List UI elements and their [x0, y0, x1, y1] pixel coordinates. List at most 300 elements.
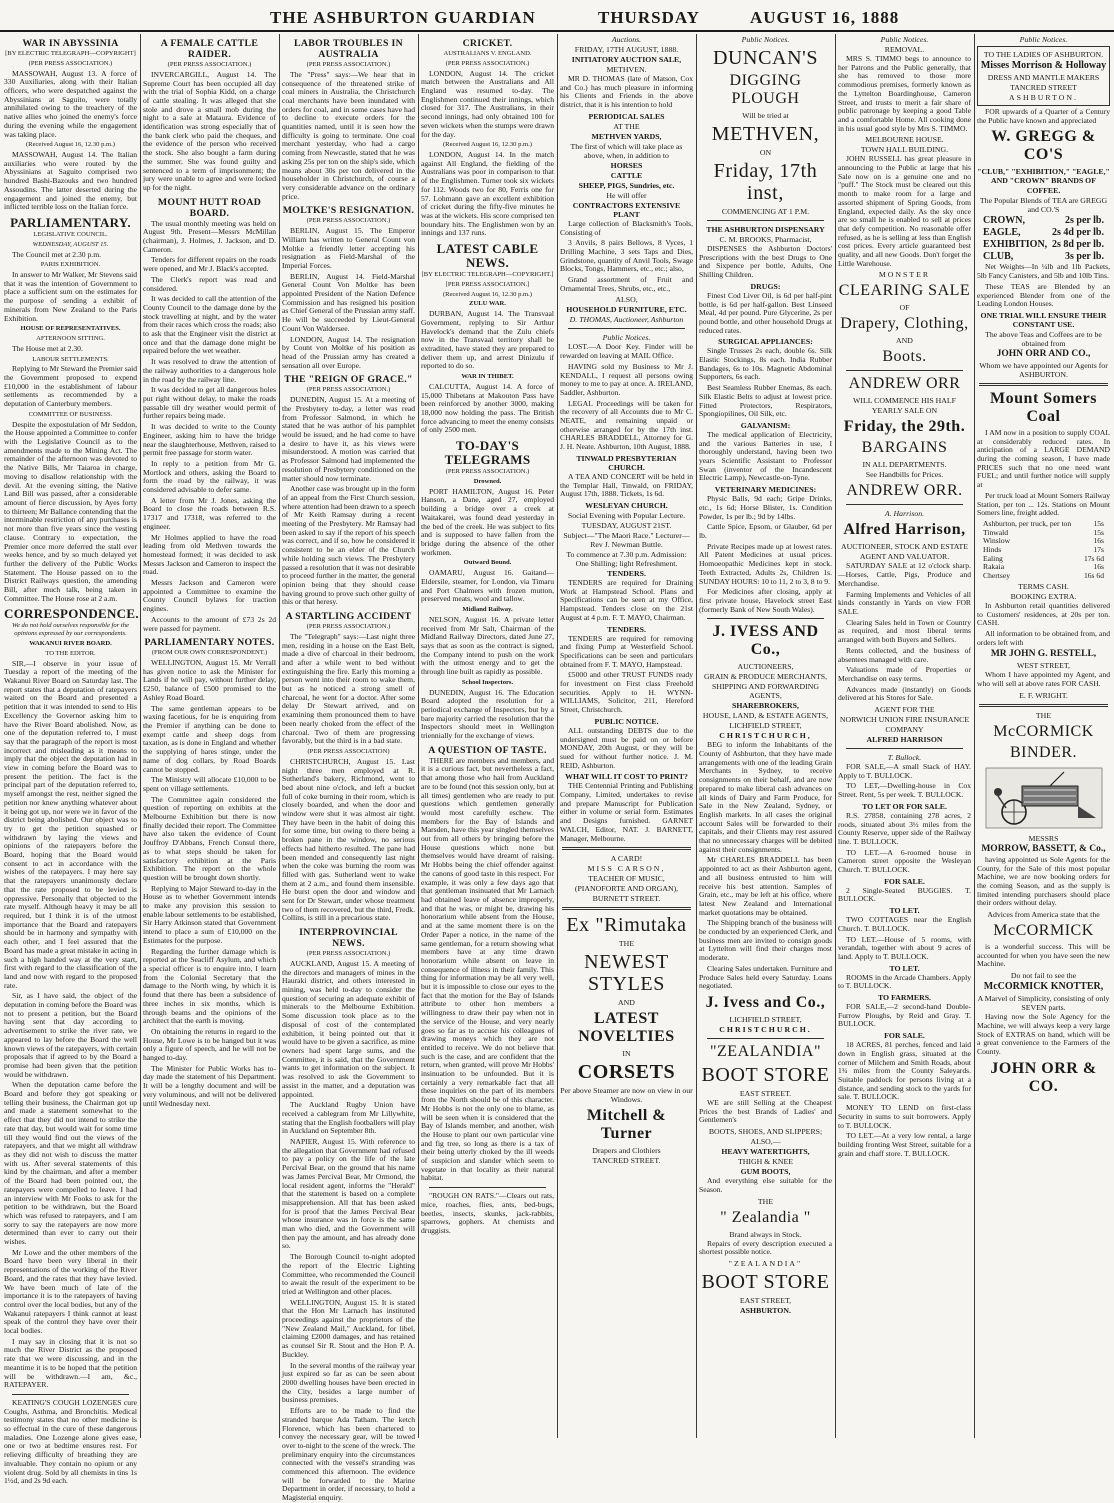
ad-line: Subject—"The Maori Race." Lecturer—Rev J. Newman Buttle. — [563, 530, 690, 549]
ad-line: WEST STREET, — [1017, 661, 1070, 671]
ad-display-text: W. GREGG & CO'S — [991, 128, 1096, 164]
ad-heading: A CARD! — [610, 854, 643, 864]
article-paragraph: On obtaining the returns in regard to the House, Mr Lowe is to be hanged but it was only a figure of speech, and he will not be hanged to-day. — [143, 1026, 276, 1063]
ad-display-text: J. IVESS AND Co., — [712, 623, 819, 659]
ad-paragraph: BEG to inform the Inhabitants of the County of Ashburton, that they have made arrangements with one of the leading Grain Merchants in Sydney, to receive consignments on their behalf, and are now prepared to make liberal cash advances on all kinds of Dairy and Farm Produce, for Sale in the New Zealand, Sydney, or English markets. In all cases the original account Sales will be forwarded to their capitals, and their Clients may rest assured that no unnecessary charges will be debited against their consignments. — [699, 740, 832, 854]
ad-line: HOUSEHOLD FURNITURE, ETC. — [566, 305, 687, 315]
ad-paragraph: Whom I have appointed my Agent, and who will sell at above rates FOR CASH. — [977, 670, 1110, 689]
article-paragraph: Efforts are to be made to find the stranded barque Ada Tatham. The ketch Florence, which has been chartered to convey the necessary gear, will be towed over to-night to the scene of the wreck. The preliminary enquiry into the circumstances connected with the vessel's stranding was commenced this afternoon. The evidence will be forwarded to the Marine Department in order, if necessary, to hold a Magisterial enquiry. — [282, 1406, 415, 1503]
ad-line: ALSO,— — [750, 1137, 781, 1147]
ad-line: GALVANISM: — [740, 420, 791, 430]
ad-line: SURGICAL APPLIANCES: — [718, 337, 813, 347]
subhead: AUSTRALIANS V. ENGLAND. — [443, 50, 532, 57]
ad-display-text: Boots. — [882, 348, 927, 366]
ad-line: AND — [618, 998, 635, 1008]
ad-paragraph: 3 Anvils, 8 pairs Bellows, 8 Vyces, 1 Drilling Machine, 3 sets Taps and Dies, Grindstone, quantity of Anvil Tools, Swage Blocks, Tongs, Hammers, etc., etc.; also, — [560, 238, 693, 274]
ad-display-text: NEWEST STYLES — [584, 951, 669, 996]
ad-line: Do not fail to see the — [1010, 971, 1077, 981]
ad-paragraph: Rents collected, and the business of absentees managed with care. — [838, 645, 971, 664]
article-paragraph: MASSOWAH, August 13. A force of 330 Auxiliaries, along with their Italian officers, who were despatched against the Abyssinians at Saguito, were totally annihilated owing to the treachery of the native allies who joined the enemy's force during the evening while the engagement was taking place. — [4, 68, 137, 139]
coal-price-row-label: Winslow — [983, 536, 1011, 546]
ad-display-text: BOOT STORE — [701, 1064, 830, 1086]
ad-display-text: Mitchell & Turner — [586, 1107, 667, 1143]
ad-line: AT THE — [613, 121, 640, 131]
ad-line: ALFRED HARRISON — [866, 735, 943, 745]
subhead: WAR IN THIBET. — [461, 373, 514, 381]
ad-line: TOWN HALL BUILDING. — [860, 145, 949, 155]
column-6 — [699, 34, 832, 1438]
article-paragraph: NELSON, August 16. A private letter received from Mr Salt, Chairman of the Midland Railway Directors, dated June 27, says that as soon as the contract is signed, the Company intend to push on the work with the utmost energy and to get the through line built as rapidly as possible. — [421, 614, 554, 677]
ad-line: AND — [896, 336, 913, 346]
ad-paragraph: Having now the Sole Agency for the Machine, we will always keep a very large Stock of EXTRAS on hand, which will be a great convenience to the Farmers of the County. — [977, 1012, 1110, 1056]
ad-line: FOR SALE. — [884, 1031, 925, 1041]
article-paragraph: DURBAN, August 14. The Transvaal Government, replying to Sir Arthur Havelock's demand that the Zulu chiefs now in the Transvaal territory shall be extradited, have stated they are prepared to deliver them up, and arrest Dinizulu if reported to do so. — [421, 309, 554, 371]
article-paragraph: MASSOWAH, August 14. The Italian auxiliaries who were routed by the Abyssinians at Saguito comprised two hundred Bashi-Bazouks and two hundred Assoudins. The latter deserted during the engagement and joined the enemy, but inflicted terrible loss on the Italian force. — [4, 150, 137, 212]
ad-paragraph: Single Trusses 2s each, double 6s. Silk Elastic Stockings, 8s each. India Rubber Bandages, 6s to 10s. Magnetic Abdominal Supporters, 6s each. — [699, 346, 832, 382]
ad-paragraph: MR D. THOMAS (late of Matson, Cox and Co.) has much pleasure in informing his Clients and Friends in the above district, that it is his intention to hold — [560, 74, 693, 110]
ad-line: ALSO, — [615, 295, 638, 305]
ad-line: To commence at 7.30 p.m. Admission: One Shilling; light Refreshment. — [566, 549, 687, 568]
ad-heading: WHAT WILL IT COST TO PRINT? — [565, 772, 688, 782]
ad-display-text: CORSETS — [577, 1061, 676, 1084]
article-paragraph: The Ministry will allocate £10,000 to be spent on village settlements. — [143, 775, 276, 793]
coal-price-row-price: 15s — [1093, 527, 1104, 537]
divider — [568, 328, 685, 329]
ad-line: CHRISTCHURCH. — [719, 1025, 812, 1034]
ad-paragraph: Valuations made of Properties or Merchandise on easy terms. — [838, 665, 971, 683]
article-paragraph: Another case was brought up in the form of an appeal from the First Church session, where attention had been drawn to a speech of Mr Keith Ramsay during a recent meeting of the Presbytery. Mr Ramsay had been asked to say if the report of his speech was correct, and if so, how he considered it consistent to be an elder of the Church while holding such views. The Presbytery passed a resolution that it was not desirable to proceed further in the matter, the general opinion being that they should cease having ground to prove such other guilty of this or that heresy. — [282, 484, 415, 607]
ad-line: CONTRACTORS EXTENSIVE PLANT — [572, 200, 681, 219]
ad-paragraph: The Shipping branch of the business will be conducted by an experienced Clerk, and business men are invited to consign goods at Lyttelton will find their charges most moderate. — [699, 918, 832, 963]
article-paragraph: BERLIN, August 14. Field-Marshal General Count Von Moltke has been appointed President of the Nation Defence Commission and has resigned his position as Chief General of the Prussian army staff. He will be succeeded by Lieut-General Count Von Waldersee. — [282, 271, 415, 333]
ad-display-text: Friday, 17th inst, — [713, 160, 818, 204]
coal-price-row-label: Tinwald — [983, 527, 1009, 537]
divider — [979, 383, 1108, 386]
subhead: (PER PRESS ASSOCIATION.) — [445, 468, 530, 476]
article-paragraph: LONDON, August 14. The resignation by Count von Moltke of his position as head of the Prussian army has created a sensation all over Europe. — [282, 334, 415, 370]
ad-paragraph: THE Centennial Printing and Publishing Company, Limited, undertakes to revise and prepare Manuscript for Publication either in volume or serial form. Estimates and Designs furnished. GARNET WALCH, Editor, NAT. J. BARNETT, Manager, Melbourne. — [560, 781, 693, 843]
ad-line: METHVEN. — [606, 65, 647, 74]
article-paragraph: The usual monthly meeting was held on August 9th. Present—Messrs McMillan (chairman), J. Holmes, J. Jackson, and D. Cameron. — [143, 218, 276, 254]
ad-paragraph: I AM now in a position to supply COAL at considerably reduced rates. In anticipation of a LARGE DEMAND during the coming season, I have made PRICES such that no one need want FUEL; and until further notice will supply at — [977, 427, 1110, 490]
ad-paragraph: FOR upwards of a Quarter of a Century the Public have known and appreciated — [977, 107, 1110, 125]
ad-line: HOUSE, LAND, & ESTATE AGENTS, — [702, 711, 829, 721]
ad-line: IN — [622, 1049, 631, 1059]
article-paragraph: THERE are members and members, and it is a curious fact, but nevertheless a fact, that among those who hail from Auckland are to be found (not this session only, but at all times) gentlemen who are ready to put questions which gentlemen generally would most carefully eschew. The members for the Bay of Islands and Marsden, have this year singled themselves out from all others by bringing before the House questions which none but themselves would have dreamt of raising. Mr Hobbs being the chief offender against the canons of good taste in this respect. For example, it was only a few days ago that that gentleman insinuated that Mr Larnach had obtained leave of absence improperly, and that he was, or might be, drawing his honorarium while absent from the House, and at the same moment there is on the Order Paper a notice, in the name of the same gentleman, for a return showing what members have at any time drawn honorarium while absent on leave in consequence of illness in their family. This thing for information may be all very well, but it is impossible to close our eyes to the fact that the motion for the Bay of Islands attribute to other hon members a willingness to draw their pay when not in the service of the House, and very nearly goes so far as to accuse his colleagues of drawing moneys which they are not entitled to receive. We do not believe that such is the case, and are confident that the return, when granted, will prove Mr Hobbs' insinuation to be unfounded. But it is certainly a very remarkable fact that all these inquiries on the part of its members from the North should be of this character. Mr Hobbs is not the only one to blame, as will be seen when it is considered that the Bay of Islands member, and another, wish the House to plant our own particular vine and fig tree, so long as there is a tax of their being utterly choked by the ill weeds of suspicion and slander which seem to vegetate in that locality as their natural habitat. — [421, 755, 554, 1183]
ad-line: GUM BOOTS, — [740, 1167, 791, 1177]
ad-display-text: JOHN ORR & CO. — [990, 1059, 1097, 1095]
ad-line: YEARLY SALE ON — [871, 406, 938, 416]
subhead: WAKANUI RIVER BOARD. — [29, 640, 112, 648]
ad-paragraph: TENDERS are required for removing and fixing Pump at Westerfield School. Specifications can be seen and particulars obtained from F. T. MAYO, Hampstead. — [560, 633, 693, 669]
ad-paragraph: Per truck load at Mount Somers Railway Station, per ton ... 12s. Stations on Mount Somers line, freight added. — [977, 490, 1110, 518]
advertisement: "ROUGH ON RATS."—Clears out rats, mice, roaches, flies, ants, bed-bugs, beetles, insects, skunks, jack-rabbits, sparrows, gophers. At chemists and druggists. — [421, 1191, 554, 1235]
ad-display-text: LATEST NOVELTIES — [578, 1010, 675, 1046]
headline: LABOR TROUBLES IN AUSTRALIA — [294, 38, 403, 60]
coal-price-row-label: Hinds — [983, 545, 1002, 555]
article-paragraph: BERLIN, August 15. The Emperor William has written to General Count von Moltke a friendly letter accepting his resignation as Field-Marshal of the Imperial Forces. — [282, 226, 415, 270]
article-paragraph: The Clerk's report was read and considered. — [143, 274, 276, 293]
subhead: WEDNESDAY, AUGUST 15. — [32, 240, 109, 248]
ad-paragraph: TO LET,—Dwelling-house in Cox Street. Rent, 5s per week. T. BULLOCK. — [838, 781, 971, 800]
ad-line: EAST STREET. — [739, 1089, 792, 1098]
ad-line: "CLUB," "EXHIBITION," "EAGLE," AND "CROWN" BRANDS OF — [977, 167, 1110, 186]
ad-line: See Handbills for Prices. — [865, 470, 944, 480]
ad-line: AUCTIONEERS, — [737, 662, 794, 672]
ad-heading: WESLEYAN CHURCH. — [585, 500, 668, 510]
headline: MOLTKE'S RESIGNATION. — [282, 205, 415, 217]
ad-display-text: JOHN ORR AND CO., — [996, 348, 1091, 359]
ad-line: LICHFIELD STREET, — [729, 721, 802, 731]
article-paragraph: It was resolved to draw the attention of the railway authorities to a dangerous hole in the road by the railway line. — [143, 357, 276, 384]
article-paragraph: The House met at 2.30. — [12, 343, 83, 353]
ad-line: (PIANOFORTE AND ORGAN), — [574, 884, 679, 894]
headline: WAR IN ABYSSINIA — [22, 38, 119, 49]
ad-line: Whom we have appointed our Agents for ASHBURTON. — [979, 360, 1108, 379]
ad-paragraph: 18 ACRES, 81 perches, fenced and laid down in English grass, situated at the corner of Milchem and Smith Roads, about 1¾ miles from the County Saleyards. Suitable paddock for persons living at a distance, and sending stock to the yards for sale. T. BULLOCK. — [838, 1040, 971, 1102]
ad-line: TANCRED STREET. — [592, 1156, 661, 1166]
ad-display-text: METHVEN, — [711, 123, 820, 145]
divider — [707, 1038, 824, 1039]
ad-line: TO LET. — [889, 906, 920, 916]
section-heading: Public Notices. — [880, 35, 929, 44]
tea-price-row-price: 2s 8d per lb. — [1051, 239, 1104, 251]
ad-paragraph: MONEY TO LEND on first-class Security in sums to suit borrowers. Apply to T. BULLOCK. — [838, 1103, 971, 1130]
column-rule — [140, 34, 141, 1438]
ad-line: TANCRED STREET — [1010, 83, 1077, 92]
ad-paragraph: Advances made (instantly) on Goods delivered at his Stores for Sale. — [838, 684, 971, 703]
ad-paragraph: Best Seamless Rubber Enemas, 8s each. Silk Elastic Belts to adjust at lowest price. Fitted Protectors, Respirators, Spongiopilines, Oil Silk, etc. — [699, 383, 832, 419]
ad-paragraph: And everything else suitable for the Season. — [699, 1176, 832, 1194]
masthead — [0, 0, 1114, 32]
ad-line: CHRISTCHURCH, — [719, 731, 812, 741]
ad-display-text: Ex "Rimutaka — [566, 914, 687, 937]
ad-paragraph: Repairs of every description executed a shortest possible notice. — [699, 1238, 832, 1257]
tea-price-row-price: 3s per lb. — [1065, 251, 1104, 263]
article-paragraph: The Committee again considered the question of reporting on exhibits at the Melbourne Exhibition but there is now finally decided their report. The Committee have also taken the evidence of Count Jouffroy D'Abbans, French Consul there, as to what steps should be taken for satisfactory exhibition at the Paris Exhibition. The report on the whole question will be brought down shortly. — [143, 794, 276, 882]
ad-line: GRAIN & PRODUCE MERCHANTS, — [703, 672, 828, 682]
ad-paragraph: Physic Balls, 9d each; Gripe Drinks, etc., 1s 6d; Horse Blister, 1s. Condition Powder, 1s per lb.; 9d by 14lbs. — [699, 494, 832, 521]
ad-paragraph: ALL outstanding DEBTS due to the undersigned must be paid on or before MONDAY, 20th August, or they will be sued for without further notice. J. M. REID, Ashburton. — [560, 725, 693, 770]
masthead-day: THURSDAY — [598, 8, 700, 27]
ad-line: ONE TRIAL WILL ENSURE THEIR CONSTANT USE. — [980, 310, 1107, 329]
ad-line: METHVEN YARDS, — [591, 131, 662, 141]
coal-price-row-label: Rakaia — [983, 562, 1005, 572]
divider — [846, 504, 963, 505]
ad-display-text: McCORMICK KNOTTER, — [983, 981, 1104, 993]
headline: LATEST CABLE NEWS. — [436, 241, 539, 271]
headline: INTERPROVINCIAL NEWS. — [299, 927, 398, 950]
ad-display-text: BARGAINS — [861, 439, 948, 457]
ad-line: THE — [1035, 710, 1052, 720]
coal-price-row — [977, 572, 1110, 581]
article-paragraph: Mr Lowe and the other members of the Board have been very liberal in their representations of the working of the River Board, and the rates that they have levied. We have been much of late of the importance it is to the ratepayers of having control over the local bodies, but any of the Wakanui ratepayers I think cannot at least speak of the control they have over their local bodies. — [4, 1247, 137, 1336]
tea-price-row-label: CLUB, — [983, 251, 1014, 263]
ad-line: COMMENCING AT 1 P.M. — [721, 207, 810, 216]
subhead: AFTERNOON SITTING. — [36, 335, 105, 343]
column-7 — [838, 34, 971, 1438]
advertisement: KEATING'S COUGH LOZENGES cure Coughs, Asthma, and Bronchitis. Medical testimony states that no other medicine is so effectual in the cure of these dangerous maladies. One Lozenge alone gives ease, one or two at bedtime ensures rest. For relieving difficulty of breathing they are invaluable. They contain no opium or any violent drug. Sold by all chemists in tins 1s 1½d, and 2s 9d each. — [4, 1397, 137, 1486]
ad-line: MONSTER — [878, 270, 931, 280]
ad-line: Will be tried at — [742, 111, 789, 120]
ad-paragraph: Farming Implements and Vehicles of all kinds constantly in Yards on view FOR SALE. — [838, 589, 971, 616]
article-paragraph: The Borough Council to-night adopted the report of the Electric Lighting Committee, who recommended the Council to await the result of the experiment to be tried at Wellington and other places. — [282, 1252, 415, 1296]
article-paragraph: DUNEDIN, August 16. The Education Board adopted the resolution for a periodical exchange of Inspectors, but by a bare majority carried the resolution that the Inspectors should meet in Wellington triennially for the exchange of views. — [421, 687, 554, 741]
ad-line: TUESDAY, AUGUST 21ST. — [581, 520, 672, 530]
divider — [429, 1187, 546, 1188]
ad-heading: PUBLIC NOTICE. — [594, 716, 659, 726]
ad-line: HEAVY WATERTIGHTS, — [721, 1147, 810, 1157]
column-4 — [421, 34, 554, 1438]
ad-display-text: Alfred Harrison, — [843, 521, 966, 539]
article-paragraph: The Council met at 2.30 p.m. — [12, 249, 102, 259]
divider — [846, 370, 963, 371]
divider — [707, 220, 824, 221]
ad-line: T. Bullock. — [887, 753, 922, 763]
ad-line: DRESS AND MANTLE MAKERS — [987, 73, 1100, 82]
ad-display-text: ANDREW ORR — [848, 375, 961, 393]
ad-line: AGENT FOR THE — [874, 705, 935, 715]
subhead: (Received August 16, 12.30 p.m.) — [25, 141, 115, 149]
ad-line: BURNETT STREET. — [592, 894, 661, 904]
column-3 — [282, 34, 415, 1503]
headline: CRICKET. — [462, 38, 513, 49]
ad-display-text: J. Ivess and Co., — [705, 994, 826, 1011]
ad-box — [977, 46, 1110, 106]
masthead-title: THE ASHBURTON GUARDIAN — [270, 8, 536, 27]
ad-paragraph: 2 Single-Seated BUGGIES. T. BULLOCK. — [838, 885, 971, 904]
article-paragraph: The same gentleman appears to be waxing facetious, for he is enquiring from the Premier if anything can be done to exempt cattle and sheep dogs from taxation, as is done in England and whether the supplying of hares stinge, under the name of dog collars, by Road Boards cannot be stopped. — [143, 703, 276, 774]
ad-line: IN ALL DEPARTMENTS. — [862, 460, 947, 470]
subhead: Drowned. — [473, 477, 502, 485]
ad-paragraph: In Ashburton retail quantities delivered to Customers' residences, at 20s per ton. CASH. — [977, 600, 1110, 628]
ad-signature: D. THOMAS, Auctioneer, Ashburton — [569, 315, 684, 325]
ad-display-text: BINDER. — [1009, 743, 1078, 761]
ad-line: INITIATORY AUCTION SALE, — [571, 55, 682, 64]
ad-display-text: MR JOHN G. RESTELL, — [990, 649, 1097, 660]
divider — [562, 907, 691, 910]
article-paragraph: The "Telegraph" says:—Last night three men, residing in a house on the East Belt, made a dive of charcoal in their bedroom, and after a while went to bed without extinguishing the fire. Early this morning a person went into their room to wake them, but as he noticed a strong smell of charcoal, he went for a doctor. After some delay Dr Stewart arrived, and on examining them pronounced them to have been nearly choked from the effect of the charcoal. Two of them are progressing favorably, but the third is in a bad state. — [282, 631, 415, 746]
article-paragraph: In the several months of the railway year just expired so far as can be seen about 2000 dwelling houses have been erected in the City, besides a large number of business premises. — [282, 1360, 415, 1405]
ad-paragraph: These TEAS are Blended by an experienced Blender from one of the Leading London Houses. — [977, 281, 1110, 309]
section-heading: Public Notices. — [602, 333, 651, 343]
ad-line: The above Teas and Coffees are to be obtained from — [985, 329, 1102, 348]
ad-signature: E. F. WRIGHT. — [1019, 690, 1068, 700]
ad-line: A. Harrison. — [884, 509, 925, 519]
ad-display-text: McCORMICK — [993, 922, 1094, 940]
ad-paragraph: All information to be obtained from, and orders left with — [977, 628, 1110, 647]
ad-paragraph: DISPENSES the Ashburton Doctors' Prescriptions with the best Drugs to One and Sixpence per bottle, Adults, One Shilling Children. — [699, 244, 832, 280]
ad-line: ASHBURTON. — [1009, 93, 1078, 102]
ad-line: EAST STREET, — [739, 1295, 792, 1305]
ad-line: "ZEALANDIA" — [728, 1258, 803, 1268]
tea-price-row — [977, 227, 1110, 239]
article-paragraph: It was decided to write to the County Engineer, asking him to have the bridge near the slaughterhouse, Methven, raised to permit free passage for storm water. — [143, 422, 276, 458]
tea-price-row-price: 2s per lb. — [1065, 215, 1104, 227]
divider — [12, 1394, 129, 1395]
article-paragraph: It was decided to get all dangerous holes put right without delay, to make the roads passable till dry weather would permit of further repairs being made. — [143, 385, 276, 421]
column-2 — [143, 34, 276, 1438]
article-paragraph: The "Press" says:—We hear that in consequence of the threatened strike of coal miners in Australia, the Christchurch coal merchants have been inundated with orders for coal, and in some cases have had to decline to execute orders for the quantities named, until it is seen how the difficulty is going to terminate. One coal merchant yesterday, who had a cargo coming from Newcastle, stated that he was asking 25s per ton on the ship's side, which means about 30s per ton delivered in the householder in Christchurch, of course a very considerable advance on the ordinary price. — [282, 69, 415, 201]
tea-price-row — [977, 215, 1110, 227]
ad-paragraph: TENDERS are required for Draining Work at Hampstead School. Plans and Specifications can be seen at my Office, Hampstead. Tenders close on the 21st August at 4 p.m. F. T. MAYO, Chairman. — [560, 577, 693, 622]
ad-line: MESSRS — [1028, 833, 1059, 843]
column-rule — [279, 34, 280, 1438]
ad-line: TO LET OR FOR SALE. — [862, 801, 947, 811]
ad-display-text: CLEARING SALE — [838, 282, 971, 300]
ad-paragraph: HAVING sold my Business to Mr J. KENDALL, I request all persons owing money to me to pay at once. A. IRELAND, Saddler, Ashburton. — [560, 361, 693, 397]
subhead: (PER PRESS ASSOCIATION.) — [306, 61, 391, 68]
article-paragraph: Replying to Major Steward to-day in the House as to whether Government intends to make any provision this session to enable labour settlements to be established, Sir Harry Atkinson stated that Government intend to place a sum of £10,000 on the Estimates for the purpose. — [143, 883, 276, 945]
article-paragraph: SIR,—I observe in your issue of Tuesday a report of the meeting of the Wakanui River Board on Saturday last. The report states that a deputation of ratepayers waited on the Board and presented a petition that it was intended to send to His Excellency the Governor asking him to have the River Board abolished. Now, as one of the deputation referred to, I must say that the paragraph of the report is most incorrect and misleading as it means to imply that the object the deputation had in view in coming before the Board was to present the petition. The fact is the principal part of the deputation referred to, myself amongst the rest, neither signed the petition nor knew anything whatever about it being got up, nor were we in favor of the district being abolished. Our object was to try to get the petition squashed or withdrawn by laying the views and opinions of the ratepayers before the Board, hoping that the Board would consent to act in accordance with the wishes of the ratepayers. I may here say that the ratepayers unanimously declare that the rate proposed to be levied is oppressive. Personally that objected to the rate myself. Although heavy it may be all required, but I think it is of the utmost importance that the Board and ratepayers should be in harmony and sympathy with each other, and I feel assured that the Board has made a great mistake in acting in such a high handed way at the very start, first with regard to the classification of the land and now with regard to the proposed rate. — [4, 658, 137, 990]
ad-heading: THE ASHBURTON DISPENSARY — [706, 225, 825, 234]
ad-line: MISS CARSON, — [587, 864, 666, 874]
ad-display-text: Friday, the 29th. — [843, 418, 966, 436]
ad-paragraph: Private Recipes made up at lowest rates. All Patent Medicines at usual prices. Homoeopathic Medicines kept in stock. Teeth Extracted, Adults 2s, Children 1s. SUNDAY HOURS: 10 to 11, 2 to 3, 8 to 9. — [699, 541, 832, 586]
article-paragraph: Despite the expostulation of Mr Seddon, the House appointed a Committee to confer with the Legislative Council as to the amendments made to the Mining Act. The remainder of the afternoon was devoted to the Native Bills, Mr Taiaroa in charge, moving to disallow relationship with the devil. At the evening sitting, the Native Land Bill was passed, after a considerable amount of fierce discussion, by Ayes forty to thirteen; Mr Ballance contending that the interminable restriction of any purchases is not more than five years since the vesting clause. Contrary to expectation, the Premier once more deferred the stall ever weeks hence, and by so much delayed yet further the delivery of the Public Works Statement. The House passed on to the District Railways question, the amending Bill, after much talk, being taken in Committee. The House rose at 2 a.m. — [4, 419, 137, 603]
tea-price-row-label: EAGLE, — [983, 227, 1021, 239]
subhead: (PER PRESS ASSOCIATION.) — [306, 623, 391, 631]
ad-line: TEACHER OF MUSIC, — [588, 874, 665, 884]
article-paragraph: NAPIER, August 15. With reference to the allegation that Government had refused to pay a policy on the life of the late Percival Bear, on the ground that his name was James Percival Bear, Mr Ormond, the local resident agent, informs the "Herald" that the statement is based on a complete misapprehension. All that has been asked for is proof that the James Percival Bear whose insurance was in force is the same man who died, and the Government will then pay the amount, and has already done so. — [282, 1137, 415, 1251]
ad-line: TERMS CASH. — [1018, 581, 1069, 591]
ad-paragraph: R.S. 27858, containing 278 acres, 2 roods, situated about 3½ miles from the County Reserve, upper side of the Railway line. T. BULLOCK. — [838, 810, 971, 846]
section-heading: Public Notices. — [741, 35, 790, 44]
ad-line: PERIODICAL SALES — [588, 111, 665, 121]
ad-line: A Marvel of Simplicity, consisting of only SEVEN parts. — [977, 994, 1110, 1013]
ad-line: VETERINARY MEDICINES: — [714, 485, 817, 495]
ad-display-text: " Zealandia " — [720, 1208, 811, 1226]
ad-line: BOOTS, SHOES, AND SLIPPERS; — [708, 1127, 823, 1137]
article-paragraph: OAMARU, August 16. Gaitand—Eldersile, steamer, for London, via Timaru and Port Chalmers with frozen mutton, preserved meats, wool and tallow. — [421, 568, 554, 604]
article-paragraph: INVERCARGILL, August 14. The Supreme Court has been occupied all day with the trial of Sophia Kidd, on a charge of cattle stealing. It was alleged that she stole and drove a small mob during the night to a sale at Mataura. Evidence of identification was strong especially that of the bank clerk who paid the cheques, and the evidence of the person who received the stock. She also bought a farm during the summer. She was found guilty and sentenced to a term of imprisonment; the jury were unable to agree and were locked up for the night. — [143, 69, 276, 192]
ad-display-text: DIGGING PLOUGH — [729, 72, 802, 107]
headline: A FEMALE CATTLE RAIDER. — [160, 38, 259, 60]
ad-line: DRUGS: — [750, 281, 781, 291]
article-paragraph: WELLINGTON, August 15. It is stated that the Hon Mr Larnach has instituted proceedings against the proprietors of the "New Zealand Mail," Auckland, for libel, claiming £2000 damages, and has retained as counsel Sir R. Stout and the Hon P. A. Buckley. — [282, 1297, 415, 1359]
subhead: PARIS EXHIBITION. — [40, 261, 101, 269]
article-paragraph: PORT HAMILTON, August 16. Peter Hanson, a Dane, aged 27, employed building a bridge over a creek at Waitakarei, was found dead yesterday in the bed of the creek. He was subject to fits and is supposed to have fallen from the bridge during the absence of the other workmen. — [421, 486, 554, 557]
ad-line: LICHFIELD STREET, — [729, 1015, 802, 1024]
ad-display-text: Misses Morrison & Holloway — [980, 60, 1107, 71]
subhead: (PER PRESS ASSOCIATION.) — [306, 217, 391, 225]
subhead: (Received August 16, 12.30 p.m.) — [442, 141, 532, 149]
ad-display-text: MORROW, BASSETT, & Co., — [981, 843, 1106, 854]
ad-line: HORSES — [610, 160, 643, 170]
subhead: (FROM OUR OWN CORRESPONDENT.) — [151, 649, 268, 657]
ad-paragraph: LEGAL Proceedings will be taken for the recovery of all Accounts due to Mr C. NEATE, and remaining unpaid or otherwise arranged for by the 17th inst. CHARLES BRADDELL, Attorney for G. J. H. Neate. Ashburton, 10th August, 1888. — [560, 398, 693, 452]
ad-line: REMOVAL. — [884, 45, 925, 54]
ad-paragraph: For Medicines after closing, apply at first private house, Havelock street East (formerly Bank of New South Wales). — [699, 587, 832, 614]
tea-price-row-price: 2s 4d per lb. — [1051, 227, 1104, 239]
headline: PARLIAMENTARY NOTES. — [144, 637, 275, 649]
subhead: School Inspectors. — [461, 678, 514, 686]
subhead: LEGISLATIVE COUNCIL. — [33, 230, 108, 238]
tea-price-row — [977, 239, 1110, 251]
ad-line: TO FARMERS. — [878, 993, 931, 1003]
binder-illustration-icon — [984, 766, 1104, 830]
ad-display-text: DUNCAN'S — [712, 47, 819, 69]
article-paragraph: The Auckland Rugby Union have received a cablegram from Mr Lillywhite, stating that the English footballers will play in Auckland on September 8th. — [282, 1100, 415, 1136]
ad-paragraph: Grand assortment of Fruit and Ornamental Trees, Shrubs, etc., etc., — [560, 275, 693, 293]
article-paragraph: The Minister for Public Works has to-day made the statement of his Department. It will be a lengthy document and will be very voluminous, and will not be delivered until Wednesday next. — [143, 1063, 276, 1108]
column-rule — [418, 34, 419, 1438]
ad-line: WILL COMMENCE HIS HALF — [852, 396, 956, 406]
divider — [562, 847, 691, 850]
ad-line: The Popular Blends of TEA are GREGG and CO.'S — [979, 196, 1108, 215]
article-paragraph: Replying to Mr Steward the Premier said the Government proposed to expend £10,000 in the establishment of labour settlements as recommended by a deputation of Canterbury members. — [4, 364, 137, 409]
article-paragraph: In answer to Mr Walker, Mr Stevens said that it was the intention of Government to place a sufficient sum on the estimates for the purpose of sending a exhibit of minerals from New Zealand to the Paris Exhibition. — [4, 270, 137, 323]
headline: PARLIAMENTARY. — [10, 214, 131, 230]
ad-heading: TENDERS. — [607, 568, 646, 578]
ad-paragraph: Net Weights—In ¼lb and 1lb Packets, 5lb Fancy Canisters, and 5lb and 10lb Tins. — [977, 262, 1110, 281]
ad-line: CATTLE — [610, 170, 643, 180]
ad-paragraph: MRS S. TIMMO begs to announce to her Patrons and the Public generally, that she has removed to those more commodious premises, formerly known as the Lyttelton Boardinghouse, Cameron Street, and trusts to merit a fair share of public patronage by keeping a good Table and a comfortable Home. All cooking done in his usual good style by Mrs S. TIMMO. — [838, 54, 971, 133]
coal-price-row-price: 16s — [1093, 562, 1104, 572]
ad-line: SHEEP, PIGS, Sundries, etc. — [578, 180, 675, 190]
ad-display-text: "ZEALANDIA" — [710, 1043, 821, 1060]
column-rule — [974, 34, 975, 1438]
subhead: (PER PRESS ASSOCIATION.) — [167, 61, 252, 68]
subhead: (Received August 16, 12.30 p.m.) — [442, 290, 532, 298]
divider — [707, 618, 824, 619]
coal-price-row-label: Ashburton, per truck, per ton — [983, 518, 1072, 528]
divider — [979, 704, 1108, 707]
subhead: TO THE EDITOR. — [45, 649, 96, 657]
subhead: ZULU WAR. — [469, 300, 506, 308]
ad-paragraph: TWO COTTAGES near the English Church. T. BULLOCK. — [838, 915, 971, 933]
ad-line: The first of which will take place as above, when, in addition to — [570, 141, 683, 160]
article-paragraph: WELLINGTON, August 15. Mr Verrall has given notice to ask the Minister for Lands if he will pay, without further delay, £250, balance of £500 promised to the Ashley Road Board. — [143, 658, 276, 702]
article-paragraph: In reply to a petition from Mr G. Mortlock and others, asking the Board to form the road by the railway, it was considered advisable to defer same. — [143, 458, 276, 495]
section-heading: Public Notices. — [1019, 35, 1068, 44]
ad-line: AGENT AND VALUATOR. — [859, 552, 950, 562]
ad-paragraph: LOST.—A Door Key. Finder will be rewarded on leaving at MAIL Office. — [560, 342, 693, 361]
article-paragraph: Regarding the further damage which is reported at the Seacliff Asylum, and which a special officer is to enquire into, I learn from the Colonial Secretary that the damage to the North wing, by which it is found that there has been a subsidence of three inches in six months, which is through beams and the opinions of the architect that the earth is moving. — [143, 946, 276, 1026]
subhead: (PER PRESS ASSOCIATION.) — [306, 950, 391, 958]
article-paragraph: Tenders for different repairs on the roads were opened, and Mr J. Black's accepted. — [143, 255, 276, 274]
ad-paragraph: SATURDAY SALE at 12 o'clock sharp.—Horses, Cattle, Pigs, Produce and Merchandise. — [838, 561, 971, 588]
ad-line: AUCTIONEER, STOCK AND ESTATE — [840, 542, 968, 552]
ad-line: FRIDAY, 17TH AUGUST, 1888. — [574, 45, 679, 54]
ad-heading: TINWALD PRESBYTERIAN CHURCH. — [576, 453, 677, 472]
column-rule — [696, 34, 697, 1438]
ad-line: Drapers and Clothiers — [592, 1146, 661, 1156]
subhead: (PER PRESS ASSOCIATION.) — [306, 386, 391, 394]
ad-paragraph: Clearing Sales held in Town or Country as required, and most liberal terms arranged with both Buyers and Sellers. — [838, 617, 971, 645]
subhead: HOUSE OF REPRESENTATIVES. — [20, 325, 121, 333]
ad-line: ASHBURTON. — [740, 1305, 791, 1315]
subhead: (PER PRESS ASSOCIATION.) — [445, 59, 530, 67]
subhead: [BY ELECTRIC TELEGRAPH—COPYRIGHT] — [5, 50, 136, 57]
subhead: Midland Railway. — [462, 606, 513, 613]
subhead: [BY ELECTRIC TELEGRAPH—COPYRIGHT.] — [421, 271, 554, 279]
ad-display-text: Mount Somers Coal — [990, 389, 1097, 425]
subhead: (PER PRESS ASSOCIATION.) — [28, 59, 113, 67]
ad-display-text: ANDREW ORR. — [846, 482, 963, 500]
ad-paragraph: JOHN RUSSELL has great pleasure in announcing to the Public at large that his Sale now on is a genuine one and no "puff." The Stock must be cleared out this month to make room for a large and assorted shipment of Spring Goods, from England, expected daily. As the sky once are so small he is enabled to sell at prices that defy competition. No reasonable offer refused, as he is selling at less than English cost prices. Every article guaranteed best quality, and all new Goods. Don't forget the Little Warehouse. — [838, 154, 971, 268]
article-paragraph: AUCKLAND, August 15. A meeting of the directors and managers of mines in the Hauraki district, and others interested in mining, was held to-day to consider the question of securing an adequate exhibit of minerals to the Melbourne Exhibition. Some discussion took place as to the disposal of cost of the contemplated exhibition, it being pointed out that it would have to be given a sacrifice, as mine owners had spent large sums, and the Committee, it is said, that the Government wants to get information on the subject. It was resolved to ask the Government to assist in the matter, and a deputation was appointed. — [282, 958, 415, 1099]
ad-display-text: McCORMICK — [993, 722, 1094, 740]
ad-line: Social Evening with Popular Lecture. — [567, 510, 686, 520]
ad-paragraph: is a wonderful success. This will be accounted for when you have seen the new Machine. — [977, 942, 1110, 969]
article-paragraph: LONDON, August 14. The cricket match between the Australians and All England was resumed to-day. The Englishmen continued their innings, which closed for 317. The Australians, in their second innings, had only obtained 100 for seven wickets when the stumps were drawn for the day. — [421, 68, 554, 139]
ad-line: FOR SALE. — [884, 876, 925, 886]
ad-line: Advices from America state that the — [987, 910, 1100, 920]
article-paragraph: DUNEDIN, August 15. At a meeting of the Presbytery to-day, a letter was read from Professor Salmond, in which he stated that he was author of his pamphlet would be issued, and he had come to have a desire to have it, as his views were misunderstood. A motion was carried that as Professor Salmond had implemented the resolution of Presbytery conditioned on the matter should now terminate. — [282, 395, 415, 483]
subhead: COMMITTEE OF BUSINESS. — [28, 410, 113, 418]
ad-paragraph: £5000 and other TRUST FUNDS ready for investment on First class Freehold securities. Apply to H. WYNN-WILLIAMS, Solicitor, 211, Hereford Street, Christchurch. — [560, 670, 693, 715]
